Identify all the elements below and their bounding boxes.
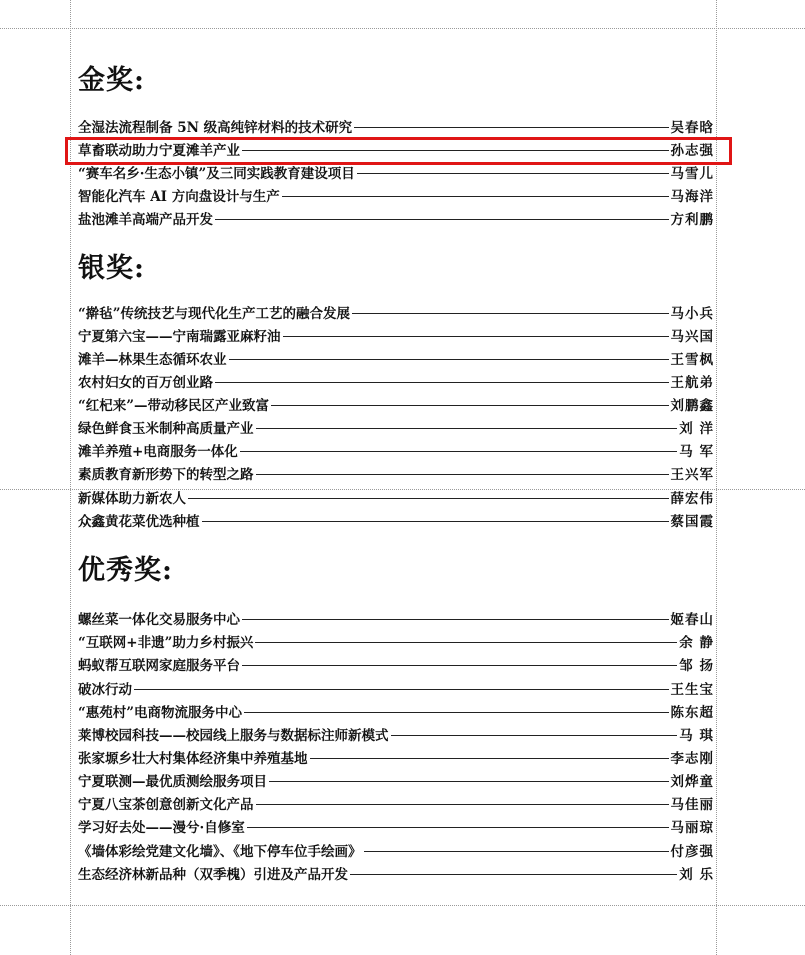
leader-line	[269, 781, 669, 782]
leader-line	[352, 313, 668, 314]
award-entry	[78, 792, 714, 814]
leader-line	[242, 619, 669, 620]
award-entry	[78, 700, 714, 722]
leader-line	[283, 336, 669, 337]
entry-name: 刘 洋	[679, 421, 714, 437]
entry-title: “红杞来”—带动移民区产业致富	[78, 398, 270, 414]
entry-name: 王兴军	[670, 467, 714, 483]
entry-title: 滩羊—林果生态循环农业	[78, 352, 227, 368]
entry-title: 宁夏八宝茶创意创新文化产品	[78, 797, 254, 813]
entry-name: 马雪儿	[670, 166, 714, 182]
leader-line	[255, 642, 677, 643]
entry-title: 全湿法流程制备 5N 级高纯锌材料的技术研究	[78, 120, 353, 136]
award-entry	[78, 509, 714, 531]
award-entry	[78, 393, 714, 415]
entry-title: 螺丝菜一体化交易服务中心	[78, 612, 240, 628]
leader-line	[242, 665, 677, 666]
entry-name: 马 军	[679, 444, 714, 460]
award-entry	[78, 115, 714, 137]
leader-line	[202, 521, 669, 522]
leader-line	[244, 712, 668, 713]
award-entry	[78, 416, 714, 438]
entry-title: “赛车名乡·生态小镇”及三同实践教育建设项目	[78, 166, 355, 182]
entry-name: 李志刚	[670, 751, 714, 767]
entry-name: 余 静	[679, 635, 714, 651]
entry-title: 张家塬乡壮大村集体经济集中养殖基地	[78, 751, 308, 767]
section-heading-excellence: 优秀奖:	[78, 555, 173, 586]
entry-title: 学习好去处——漫兮·自修室	[78, 820, 245, 836]
highlight-box	[65, 137, 732, 165]
award-entry	[78, 486, 714, 508]
leader-line	[256, 804, 669, 805]
entry-name: 方利鹏	[670, 212, 714, 228]
entry-title: 宁夏第六宝——宁南瑞露亚麻籽油	[78, 329, 281, 345]
entry-name: 刘鹏鑫	[670, 398, 714, 414]
leader-line	[215, 219, 669, 220]
leader-line	[256, 474, 669, 475]
entry-name: 王雪枫	[670, 352, 714, 368]
leader-line	[364, 851, 669, 852]
award-entry	[78, 746, 714, 768]
entry-title: 破冰行动	[78, 682, 132, 698]
entry-title: 绿色鲜食玉米制种高质量产业	[78, 421, 254, 437]
entry-name: 马海洋	[670, 189, 714, 205]
leader-line	[229, 359, 669, 360]
entry-title: “擀毡”传统技艺与现代化生产工艺的融合发展	[78, 306, 351, 322]
entry-title: 众鑫黄花菜优选种植	[78, 514, 200, 530]
entry-name: 马佳丽	[670, 797, 714, 813]
entry-title: 新媒体助力新农人	[78, 491, 186, 507]
award-entry	[78, 439, 714, 461]
award-entry	[78, 324, 714, 346]
entry-name: 邹 扬	[679, 658, 714, 674]
leader-line	[354, 127, 668, 128]
award-entry	[78, 630, 714, 652]
entry-name: 马 琪	[679, 728, 714, 744]
section-heading-silver: 银奖:	[78, 253, 145, 284]
entry-name: 蔡国霞	[670, 514, 714, 530]
entry-name: 马兴国	[670, 329, 714, 345]
entry-title: “惠苑村”电商物流服务中心	[78, 705, 243, 721]
entry-name: 马小兵	[670, 306, 714, 322]
leader-line	[240, 451, 677, 452]
entry-name: 姬春山	[670, 612, 714, 628]
award-entry	[78, 462, 714, 484]
entry-title: 莱博校园科技——校园线上服务与数据标注师新模式	[78, 728, 389, 744]
award-entry	[78, 607, 714, 629]
award-entry	[78, 653, 714, 675]
entry-title: 生态经济林新品种（双季槐）引进及产品开发	[78, 867, 348, 883]
award-entry	[78, 723, 714, 745]
entry-title: 宁夏联测—最优质测绘服务项目	[78, 774, 267, 790]
entry-title: 智能化汽车 AI 方向盘设计与生产	[78, 189, 280, 205]
leader-line	[310, 758, 669, 759]
award-entry	[78, 815, 714, 837]
entry-title: 农村妇女的百万创业路	[78, 375, 213, 391]
leader-line	[271, 405, 668, 406]
entry-name: 吴春晗	[670, 120, 714, 136]
entry-name: 王生宝	[670, 682, 714, 698]
leader-line	[134, 689, 669, 690]
entry-name: 付彦强	[670, 844, 714, 860]
entry-name: 孙志强	[670, 143, 714, 159]
page-guide-bottom	[0, 905, 805, 906]
entry-title: 滩羊养殖+电商服务一体化	[78, 444, 238, 460]
leader-line	[215, 382, 669, 383]
award-entry	[78, 370, 714, 392]
entry-title: 蚂蚁帮互联网家庭服务平台	[78, 658, 240, 674]
section-heading-gold: 金奖:	[78, 65, 145, 96]
leader-line	[282, 196, 669, 197]
award-entry	[78, 184, 714, 206]
entry-title: 素质教育新形势下的转型之路	[78, 467, 254, 483]
leader-line	[247, 827, 669, 828]
entry-name: 王航弟	[670, 375, 714, 391]
entry-name: 马丽琼	[670, 820, 714, 836]
entry-name: 薛宏伟	[670, 491, 714, 507]
entry-name: 刘烨童	[670, 774, 714, 790]
entry-title: 草畜联动助力宁夏滩羊产业	[78, 143, 240, 159]
award-entry	[78, 769, 714, 791]
entry-title: 《墙体彩绘党建文化墙》、《地下停车位手绘画》	[78, 844, 362, 860]
award-entry	[78, 862, 714, 884]
page-guide-top	[0, 28, 805, 29]
award-entry	[78, 347, 714, 369]
award-entry	[78, 839, 714, 861]
leader-line	[357, 173, 669, 174]
entry-title: 盐池滩羊高端产品开发	[78, 212, 213, 228]
leader-line	[350, 874, 677, 875]
leader-line	[391, 735, 678, 736]
entry-title: “互联网+非遗”助力乡村振兴	[78, 635, 254, 651]
award-entry	[78, 207, 714, 229]
leader-line	[256, 428, 678, 429]
entry-name: 陈东超	[670, 705, 714, 721]
award-entry	[78, 301, 714, 323]
award-entry	[78, 677, 714, 699]
entry-name: 刘 乐	[679, 867, 714, 883]
leader-line	[188, 498, 669, 499]
